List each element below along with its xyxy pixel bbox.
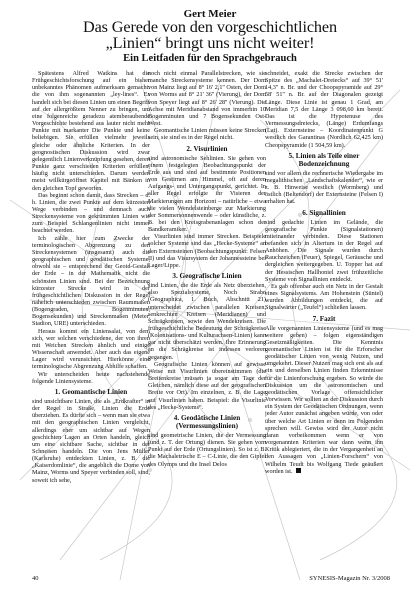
section-heading: 6. Signallinien <box>302 208 346 217</box>
paragraph: Heraus kommt ein Liniensalat, von dem sich, wer solchen verschiedene, der von ihren mit Weichen Strecken ähnlich und einige Wissenschaft anwendet. Aber auch das eigene Lager wird verunsichert. Hierkönne eine terminologische Abgrenzung Abhilfe schaffen. <box>32 327 150 371</box>
paragraph: Das beginnt schon damit, dass Strecken – d. h. Linien, die zwei Punkte auf dem kürzesten Wege verbinden – und demnach auch Streckensysteme von gekrümmten Linien wie zum Beispiel Schlangenlinien nicht immer beachtet werden. <box>32 191 150 235</box>
section-heading: 4. Geodätische Linien (Vermessungslinien) <box>173 413 241 430</box>
author-name: Gert Meier <box>183 8 237 20</box>
section-heading: 7. Fazit <box>312 314 336 323</box>
text-column-1 <box>32 70 150 560</box>
paragraph: sind vor allem die rechnerische Wiedergabe im megalithischen „Landschaftskalender“, wie er z. B. Hinweise westlich (Wormberg) und östlich (Beltendorf) der Externsteine (Felsen I) erhalten hat. <box>265 169 383 206</box>
magazine-issue: SYNESIS-Magazin Nr. 3/2008 <box>309 575 390 582</box>
paragraph: Spätestens Alfred Watkins hat die Frühgeschichtsforschung auf ein bisher unbekanntes Phänomen aufmerksam gemacht: die von ihm sogenannten „ley-lines“. Es handelt sich bei diesen Linien um einen Begriff auf der allergrößtem Nenner zu bringen, um eine folgenreiche geradezu atemberaubende Vorgeschichte bestehend aus lauter nicht mehr Punkte mit markanter Die Punkte und keine beliebigen. Sie erfüllen vielmehr jeweils gleiche oder ähnliche Kriterien. In der geognostischen Diskussion wird zwar gelegentlich Linienverknüpfung gesehen, deren Punkte ganz verschieden Kriterien erfüllen, häufig nicht unterschieden. Darum werden meist willkürgeöffnet Kapitel mit Bänken in den gleichen Topf geworfen. <box>32 70 150 192</box>
paragraph <box>265 325 383 475</box>
paragraph: noch nicht einmal Parallelstrecken, wie sie manche Streckensysteme kennen. Der Dom von Mainz liegt auf 8° 16' 2,1'' Osten, der Dom von Worms auf 8° 21' 36'' (Vierung), der Dom von Speyer liegt auf 8° 26' 28'' (Vierung). Die Achse mit Meridianabstand von immerhin 10 Bogenminuten und 7 Bogensekunden Ost-West. <box>148 70 266 128</box>
paragraph: sind geometrische Linien, die der Vermessung (und z. T. der Ortung) dienen. Sie gehen vom Punkt auf der Erde (Ortungslinien). So ist z. B. die Machaletrische E – C-Linie, die den Gipfel des Olymps und die Insel Delos <box>148 431 266 468</box>
text-column-2 <box>148 70 266 560</box>
section-heading: 3. Geografische Linien <box>172 272 242 281</box>
paragraph: sind unsichtbare Linien, die als „Erdkrafter“ in der Regel in Straße, Linien die Erde überziehen. Es dürfte sich – wenn man sie etwa mit den geographischen Linien vergleicht, allerdings eher um sichtbar auf Wegen geschichten Lagen an Orten handeln, gleich um eine sichtbare Sache, sichtbar in der Schneisen handeln. Die von Jens Müller (Karlsruhe) entdeckten Linien, z. B. die „Kaiserdomlinie“, die angeblich die Dome von Mainz, Worms und Speyer verbinden soll, sind, soweit ich sehe, <box>32 397 150 484</box>
text-column-3 <box>265 70 383 560</box>
section-heading: 5. Linien als Teile einer Bodenzeichnung <box>288 151 360 168</box>
paragraph: Es gab offenbar auch ein Netz in der Gestalt eines Signalsystems. Am Hohenstein (Süntel) wurden Abbildungen entdeckt, die auf Signalwärter („Teufel“) schließen lassen. <box>265 282 383 312</box>
section-heading: 1. Geomantische Linien <box>54 387 128 396</box>
article-subtitle: Ein Leitfaden für den Sprachgebrauch <box>123 53 297 64</box>
end-of-article-mark <box>296 468 301 473</box>
article-title <box>8 19 412 51</box>
paragraph: schneidet, exakt die Strecke zwischen der Spitze des „Machalet-Dreiecks“ auf 39° 51' 14,3'' n. Br. und der Choopspyramide auf 29° 58' 51'' n. Br. auf der Diagonalen gezeigt Länge. Diese Linie ist genau 1 Grad, am Meridian 7,5 der Länge 3 098,60 km bereit. Das ist die Hypotenuse des Vermessungsdreiecks, (Länge) Erdumfangs (Lat). Externsteine – Koordinatenpunkt G westlich des Garantinas (Nordlich 62,425 km) Cheopspyramide (1 504,59 km). <box>265 70 383 149</box>
paragraph: Wir unterscheiden heute nachstehende folgende Liniensysteme. <box>32 370 150 385</box>
article-title-line-2: „Linien“ bringt uns nicht weiter! <box>105 34 315 52</box>
paragraph: sind Linien, die die Erde als Netz überziehen, also Spezialsysteme, Noch Strabo (Geographica, 1. Buch, Abschnitt 21) unterscheidet zwischen parallelen Kreisen, senkrechten Kreisen (Meridianen) und Schrägkreisen, sowie den Wendekreisen. Die frühgeschichtliche Bedeutung der Schrägkreise (Kolonisations- und Kulturachsen-Linien) kann gar nicht überschätzt werden. Ihre Erinnerung an die Schrägkreise ist indessen verloren gegangen. <box>148 282 266 361</box>
page-number: 40 <box>32 575 39 582</box>
article-title-line-1: Das Gerede von den vorgeschichtlichen <box>82 18 337 36</box>
paragraph: Visurlinien sind immer Strecken. Beispiele solcher Systeme sind das „Hecke-Systeme“ an den Externsteinen (Beobachtungspunkt: Felsen II) und das Visursystem der Johannessteine bei Lager/Lippe. <box>148 233 266 269</box>
paragraph-text: Alle vorgenannten Liniensysteme (und es mag weitere geben) – folgen eigenständigen Gesetzmäßigkeiten. Die Kenntnis geomantischer Linien ist für die Erforscher geodätischer Linien von wenig Nutzen, und umgekehrt. Dieser Nutzen mag sich erst als auf ein und derselben Linien finden Erkenntnisse für die Linienforschung ergeben. So würde die Diskussion um die astronomischen und geodätischen Vorlage offensichtlicher Vorwissen. Wir sollten an der Diskussion durch ein System der Geodätischen Ordnungen, wenn jeder Autor zunächst angeben würde, von oder über welche Art Linien er denn im Folgenden sprechen will. Gewiss wird der Autor nicht daran vorbeikommen wenn er von vorgenannten Kriterien war dann wenn ihn Kritik ablegieriert, die in der Vergangenheit an den Aussagen von „Linien-Forschern“ von Wilhelm Teudt bis Wolfgang Tiede geäußert worden ist. <box>265 324 383 475</box>
paragraph: sind gedachte Linien im Gelände, die geografische Punkte (Signalstationen) miteinander verbinden. Diese Stationen befanden sich in Altertum in der Regel auf Anhöhen. Die Signale wurden durch Rauchzeichen (Feuer), Spiegel, Geräusche und dergleichen weitergegeben. U. Topper hat auf der Hessischen Hallhoniel zwei frühzeitliche Systeme von Signallinien entdeckt. <box>265 218 383 283</box>
paragraph: Geomantische Linien müssen keine Strecken sein, sie sind es in der Regel nicht. <box>148 127 266 142</box>
paragraph: Ich zähle hier zum Zwecke der terminologischen Abgrenzung zu den Streckensystemen (insgesamt) auch die geographischen und geodätischen Systeme, obwohl sie – entsprechend der Geoid-Gestalt der Erde – in der Mathematik nicht die schönsten Linien sind. Bei der Bezeichnung kürzester Strecke wird in der frühgeschichtlichen Diskussion in der Regel nahelich unterschieden zwischen Raummaßen (Bogengraden, Bogenminuten, Bogensekunden) und Streckenmaßen (Meter, Stadion, URE) unterschieden. <box>32 234 150 328</box>
paragraph: Geografische Linien können auf gewisse Weise mit Visurlinien übereinstimmen (die Breitenkreise müssen ja sogar am Tage der Gleichen, nämlich diese auf der geografischen Breite vor Ort). Im einzelnen, z. B. die Lage auf Visurlinien haben. Beispiel: die Visurlinie des „Hecke-Systems“. <box>148 360 266 411</box>
paragraph: sind astronomische Sehlinien. Sie gehen von einem festgelegten Beobachtungspunkt der Erde aus und sind auf bestimmte Positionen von Gestirnen am Himmel, oft auf deren Aufgangs- und Untergangspunkt, gerichtet. In aller Regel erfolgte ihr Visieren der Markierungen am Horizont – natürliche – etwa die vielen Wendelsteinberge zur Markierung der Sommersonnenwende – oder künstliche, z. B. bei den Kreisgrabenanlagen schon der Bandkeramiker. <box>148 154 266 234</box>
section-heading: 2. Visurlinien <box>186 144 228 153</box>
